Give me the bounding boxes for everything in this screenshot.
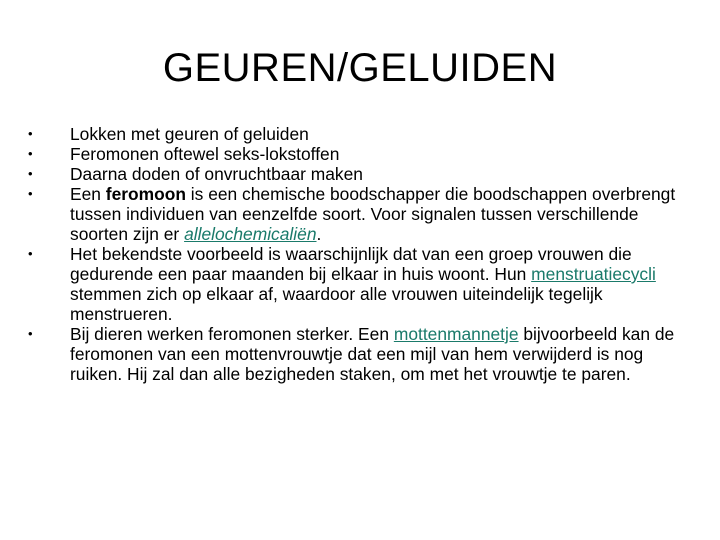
bullet-dot: • bbox=[28, 246, 33, 261]
bullet-dot: • bbox=[28, 326, 33, 341]
bullet-list bbox=[24, 124, 684, 384]
bullet-text-pre: Het bekendste voorbeeld is waarschijnlijk dat van een groep vrouwen die gedurende een paar maanden bij elkaar in huis woont. Hun bbox=[70, 244, 632, 284]
bullet-item bbox=[24, 124, 684, 144]
bullet-item bbox=[24, 244, 684, 324]
bold-term: feromoon bbox=[105, 184, 186, 204]
menstruatiecycli-link[interactable]: menstruatiecycli bbox=[531, 264, 656, 284]
bullet-text-post: bijvoorbeeld kan de feromonen van een mottenvrouwtje dat een mijl van hem verwijderd is nog ruiken. Hij zal dan alle bezigheden staken, om met het vrouwtje te paren. bbox=[70, 324, 675, 384]
bullet-text-mid: is een chemische boodschapper die boodschappen overbrengt tussen individuen van eenzelfde soort. Voor signalen tussen verschillende soorten zijn er bbox=[70, 184, 676, 244]
bullet-item bbox=[24, 164, 684, 184]
bullet-dot: • bbox=[28, 126, 33, 141]
allelochemicalien-link[interactable]: allelochemicaliën bbox=[184, 224, 317, 244]
bullet-dot: • bbox=[28, 166, 33, 181]
bullet-dot: • bbox=[28, 146, 33, 161]
bullet-dot: • bbox=[28, 186, 33, 201]
mottenmannetje-link[interactable]: mottenmannetje bbox=[393, 324, 519, 344]
bullet-text-pre: Bij dieren werken feromonen sterker. Een bbox=[70, 324, 394, 344]
bullet-text: Daarna doden of onvruchtbaar maken bbox=[70, 164, 363, 184]
bullet-text: Lokken met geuren of geluiden bbox=[70, 124, 309, 144]
bullet-item bbox=[24, 144, 684, 164]
bullet-text-post: stemmen zich op elkaar af, waardoor alle vrouwen uiteindelijk tegelijk menstrueren. bbox=[70, 284, 603, 324]
bullet-text-post: . bbox=[316, 224, 322, 244]
bullet-item bbox=[24, 324, 684, 384]
bullet-text-pre: Een bbox=[70, 184, 106, 204]
bullet-text: Feromonen oftewel seks-lokstoffen bbox=[70, 144, 340, 164]
bullet-item bbox=[24, 184, 684, 244]
slide-title: GEUREN/GELUIDEN bbox=[162, 46, 558, 90]
